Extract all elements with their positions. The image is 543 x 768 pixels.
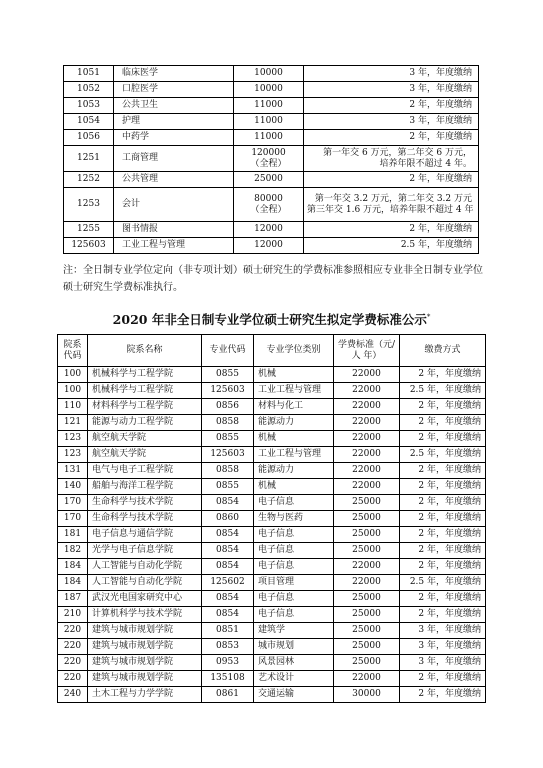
column-header: 院系代码 bbox=[58, 335, 88, 367]
table-row bbox=[64, 238, 479, 254]
table-row bbox=[64, 222, 479, 238]
table-row bbox=[64, 130, 479, 146]
table-row bbox=[58, 447, 486, 463]
dept-name: 电气与电子工程学院 bbox=[88, 463, 202, 479]
dept-code: 100 bbox=[58, 367, 88, 383]
tuition: 25000 bbox=[334, 543, 400, 559]
table-row bbox=[58, 687, 486, 703]
degree-name: 会计 bbox=[114, 188, 234, 222]
tuition: 22000 bbox=[334, 671, 400, 687]
major-code: 0855 bbox=[202, 479, 254, 495]
degree-name: 护理 bbox=[114, 114, 234, 130]
degree-category: 工业工程与管理 bbox=[254, 383, 334, 399]
payment-method-line: 2 年，年度缴纳 bbox=[409, 174, 472, 185]
major-code: 125603 bbox=[202, 447, 254, 463]
dept-code: 184 bbox=[58, 559, 88, 575]
tuition: 22000 bbox=[334, 399, 400, 415]
table-row bbox=[64, 66, 479, 82]
payment-method: 2.5 年，年度缴纳 bbox=[400, 575, 486, 591]
table-row bbox=[64, 114, 479, 130]
tuition: 25000 bbox=[334, 639, 400, 655]
degree-category: 建筑学 bbox=[254, 623, 334, 639]
degree-code: 1054 bbox=[64, 114, 114, 130]
column-header: 学费标准（元/人 年） bbox=[334, 335, 400, 367]
fee-amount-line: 10000 bbox=[254, 68, 283, 79]
degree-category: 机械 bbox=[254, 479, 334, 495]
dept-name: 船舶与海洋工程学院 bbox=[88, 479, 202, 495]
dept-name: 建筑与城市规划学院 bbox=[88, 623, 202, 639]
major-code: 0854 bbox=[202, 543, 254, 559]
payment-method: 2 年，年度缴纳 bbox=[400, 367, 486, 383]
table-row bbox=[58, 575, 486, 591]
dept-code: 187 bbox=[58, 591, 88, 607]
payment-method bbox=[304, 82, 479, 98]
table-row bbox=[58, 367, 486, 383]
degree-category: 电子信息 bbox=[254, 591, 334, 607]
fee-amount bbox=[234, 130, 304, 146]
degree-name: 中药学 bbox=[114, 130, 234, 146]
table-row bbox=[64, 172, 479, 188]
degree-category: 电子信息 bbox=[254, 559, 334, 575]
fee-amount-line: 10000 bbox=[254, 84, 283, 95]
column-header: 缴费方式 bbox=[400, 335, 486, 367]
payment-method-line: 2 年，年度缴纳 bbox=[409, 224, 472, 235]
major-code: 125602 bbox=[202, 575, 254, 591]
major-code: 0861 bbox=[202, 687, 254, 703]
tuition: 25000 bbox=[334, 511, 400, 527]
payment-method: 2 年，年度缴纳 bbox=[400, 415, 486, 431]
fee-amount-line: 80000 bbox=[254, 194, 283, 205]
tuition: 30000 bbox=[334, 687, 400, 703]
table-row bbox=[58, 479, 486, 495]
degree-category: 工业工程与管理 bbox=[254, 447, 334, 463]
dept-name: 武汉光电国家研究中心 bbox=[88, 591, 202, 607]
dept-name: 航空航天学院 bbox=[88, 447, 202, 463]
degree-code: 1051 bbox=[64, 66, 114, 82]
dept-name: 电子信息与通信学院 bbox=[88, 527, 202, 543]
major-code: 0858 bbox=[202, 463, 254, 479]
major-code: 135108 bbox=[202, 671, 254, 687]
payment-method bbox=[304, 114, 479, 130]
dept-code: 220 bbox=[58, 623, 88, 639]
tuition: 22000 bbox=[334, 479, 400, 495]
payment-method-line: 2 年，年度缴纳 bbox=[409, 132, 472, 143]
major-code: 0851 bbox=[202, 623, 254, 639]
dept-name: 建筑与城市规划学院 bbox=[88, 639, 202, 655]
payment-method: 2 年，年度缴纳 bbox=[400, 591, 486, 607]
tuition: 22000 bbox=[334, 559, 400, 575]
payment-method-line: 培养年限不超过 4 年。 bbox=[379, 158, 472, 169]
tuition: 25000 bbox=[334, 495, 400, 511]
payment-method bbox=[304, 222, 479, 238]
payment-method bbox=[304, 146, 479, 172]
major-code: 0860 bbox=[202, 511, 254, 527]
tuition: 22000 bbox=[334, 463, 400, 479]
table-row bbox=[58, 639, 486, 655]
degree-name: 公共卫生 bbox=[114, 98, 234, 114]
payment-method: 2 年，年度缴纳 bbox=[400, 559, 486, 575]
degree-code: 1252 bbox=[64, 172, 114, 188]
payment-method: 2.5 年，年度缴纳 bbox=[400, 447, 486, 463]
table-row bbox=[58, 527, 486, 543]
table-row bbox=[64, 188, 479, 222]
degree-code: 1052 bbox=[64, 82, 114, 98]
table-row bbox=[58, 623, 486, 639]
tuition: 22000 bbox=[334, 367, 400, 383]
dept-code: 123 bbox=[58, 431, 88, 447]
degree-name: 公共管理 bbox=[114, 172, 234, 188]
tuition: 25000 bbox=[334, 527, 400, 543]
degree-name: 工业工程与管理 bbox=[114, 238, 234, 254]
major-code: 0854 bbox=[202, 591, 254, 607]
page-title bbox=[0, 310, 543, 328]
fee-amount-line: 11000 bbox=[254, 132, 283, 143]
major-code: 0854 bbox=[202, 607, 254, 623]
dept-code: 131 bbox=[58, 463, 88, 479]
dept-name: 材料科学与工程学院 bbox=[88, 399, 202, 415]
fee-amount bbox=[234, 238, 304, 254]
payment-method-line: 3 年，年度缴纳 bbox=[409, 68, 472, 79]
degree-name: 临床医学 bbox=[114, 66, 234, 82]
major-code: 0856 bbox=[202, 399, 254, 415]
degree-category: 电子信息 bbox=[254, 527, 334, 543]
fee-amount-line: （全程） bbox=[250, 158, 287, 169]
dept-code: 220 bbox=[58, 655, 88, 671]
dept-name: 人工智能与自动化学院 bbox=[88, 559, 202, 575]
title-mark: * bbox=[426, 312, 431, 321]
payment-method bbox=[304, 98, 479, 114]
degree-category: 艺术设计 bbox=[254, 671, 334, 687]
fee-amount-line: 12000 bbox=[254, 224, 283, 235]
dept-code: 182 bbox=[58, 543, 88, 559]
dept-name: 生命科学与技术学院 bbox=[88, 511, 202, 527]
fee-amount bbox=[234, 188, 304, 222]
table-row bbox=[58, 543, 486, 559]
payment-method bbox=[304, 172, 479, 188]
payment-method bbox=[304, 188, 479, 222]
payment-method-line: 3 年，年度缴纳 bbox=[409, 84, 472, 95]
fee-amount bbox=[234, 66, 304, 82]
dept-name: 建筑与城市规划学院 bbox=[88, 655, 202, 671]
tuition: 22000 bbox=[334, 447, 400, 463]
degree-code: 1255 bbox=[64, 222, 114, 238]
table-row bbox=[58, 655, 486, 671]
major-code: 0853 bbox=[202, 639, 254, 655]
payment-method: 2 年，年度缴纳 bbox=[400, 399, 486, 415]
payment-method: 2 年，年度缴纳 bbox=[400, 431, 486, 447]
table-row bbox=[58, 399, 486, 415]
dept-code: 220 bbox=[58, 671, 88, 687]
table-row bbox=[58, 463, 486, 479]
dept-code: 123 bbox=[58, 447, 88, 463]
tuition: 22000 bbox=[334, 383, 400, 399]
tuition: 22000 bbox=[334, 431, 400, 447]
payment-method: 2 年，年度缴纳 bbox=[400, 479, 486, 495]
fee-amount bbox=[234, 172, 304, 188]
tuition: 25000 bbox=[334, 591, 400, 607]
degree-category: 材料与化工 bbox=[254, 399, 334, 415]
table-row bbox=[58, 415, 486, 431]
degree-category: 电子信息 bbox=[254, 543, 334, 559]
degree-name: 工商管理 bbox=[114, 146, 234, 172]
table-row bbox=[58, 495, 486, 511]
dept-name: 土木工程与力学学院 bbox=[88, 687, 202, 703]
table-row bbox=[58, 383, 486, 399]
fee-standard-table bbox=[57, 334, 486, 703]
dept-name: 光学与电子信息学院 bbox=[88, 543, 202, 559]
dept-name: 机械科学与工程学院 bbox=[88, 383, 202, 399]
table-row bbox=[64, 146, 479, 172]
major-code: 125603 bbox=[202, 383, 254, 399]
degree-category: 机械 bbox=[254, 367, 334, 383]
column-header: 院系名称 bbox=[88, 335, 202, 367]
payment-method-line: 第三年交 1.6 万元，培养年限不超过 4 年 bbox=[307, 204, 474, 215]
payment-method bbox=[304, 66, 479, 82]
tuition: 25000 bbox=[334, 623, 400, 639]
tuition: 22000 bbox=[334, 415, 400, 431]
degree-category: 电子信息 bbox=[254, 495, 334, 511]
major-code: 0953 bbox=[202, 655, 254, 671]
degree-category: 城市规划 bbox=[254, 639, 334, 655]
payment-method: 2 年，年度缴纳 bbox=[400, 671, 486, 687]
degree-code: 1253 bbox=[64, 188, 114, 222]
degree-name: 口腔医学 bbox=[114, 82, 234, 98]
dept-code: 184 bbox=[58, 575, 88, 591]
table-row bbox=[58, 559, 486, 575]
degree-code: 1251 bbox=[64, 146, 114, 172]
dept-name: 生命科学与技术学院 bbox=[88, 495, 202, 511]
fee-table-continued bbox=[63, 65, 479, 254]
dept-code: 110 bbox=[58, 399, 88, 415]
dept-code: 121 bbox=[58, 415, 88, 431]
dept-name: 人工智能与自动化学院 bbox=[88, 575, 202, 591]
fee-amount-line: 12000 bbox=[254, 240, 283, 251]
title-text: 2020 年非全日制专业学位硕士研究生拟定学费标准公示 bbox=[112, 312, 427, 327]
column-header: 专业代码 bbox=[202, 335, 254, 367]
dept-code: 100 bbox=[58, 383, 88, 399]
degree-category: 电子信息 bbox=[254, 607, 334, 623]
fee-amount-line: 11000 bbox=[254, 116, 283, 127]
payment-method-line: 2.5 年，年度缴纳 bbox=[400, 240, 472, 251]
payment-method: 3 年，年度缴纳 bbox=[400, 623, 486, 639]
table-header-row bbox=[58, 335, 486, 367]
fee-amount-line: 120000 bbox=[251, 148, 286, 159]
payment-method: 2.5 年，年度缴纳 bbox=[400, 383, 486, 399]
payment-method: 2 年，年度缴纳 bbox=[400, 607, 486, 623]
payment-method: 2 年，年度缴纳 bbox=[400, 527, 486, 543]
table-row bbox=[58, 671, 486, 687]
payment-method-line: 2 年，年度缴纳 bbox=[409, 100, 472, 111]
dept-code: 170 bbox=[58, 495, 88, 511]
tuition: 22000 bbox=[334, 575, 400, 591]
payment-method bbox=[304, 130, 479, 146]
fee-amount bbox=[234, 222, 304, 238]
payment-method: 3 年，年度缴纳 bbox=[400, 655, 486, 671]
payment-method-line: 第一年交 6 万元，第二年交 6 万元， bbox=[323, 148, 472, 159]
dept-name: 航空航天学院 bbox=[88, 431, 202, 447]
dept-code: 210 bbox=[58, 607, 88, 623]
degree-category: 机械 bbox=[254, 431, 334, 447]
degree-category: 能源动力 bbox=[254, 463, 334, 479]
major-code: 0854 bbox=[202, 527, 254, 543]
fee-amount-line: 11000 bbox=[254, 100, 283, 111]
table-row bbox=[64, 82, 479, 98]
table-row bbox=[58, 591, 486, 607]
major-code: 0854 bbox=[202, 495, 254, 511]
degree-name: 图书情报 bbox=[114, 222, 234, 238]
major-code: 0854 bbox=[202, 559, 254, 575]
degree-category: 项目管理 bbox=[254, 575, 334, 591]
dept-name: 建筑与城市规划学院 bbox=[88, 671, 202, 687]
major-code: 0855 bbox=[202, 431, 254, 447]
payment-method: 2 年，年度缴纳 bbox=[400, 543, 486, 559]
degree-code: 1056 bbox=[64, 130, 114, 146]
table-row bbox=[58, 511, 486, 527]
degree-category: 生物与医药 bbox=[254, 511, 334, 527]
payment-method bbox=[304, 238, 479, 254]
payment-method: 2 年，年度缴纳 bbox=[400, 511, 486, 527]
column-header: 专业学位类别 bbox=[254, 335, 334, 367]
tuition: 25000 bbox=[334, 607, 400, 623]
footnote: 注：全日制专业学位定向（非专项计划）硕士研究生的学费标准参照相应专业非全日制专业学位硕士研究生学费标准执行。 bbox=[63, 265, 483, 293]
major-code: 0858 bbox=[202, 415, 254, 431]
degree-category: 交通运输 bbox=[254, 687, 334, 703]
fee-amount bbox=[234, 82, 304, 98]
payment-method-line: 3 年，年度缴纳 bbox=[409, 116, 472, 127]
payment-method: 2 年，年度缴纳 bbox=[400, 495, 486, 511]
fee-amount-line: 25000 bbox=[254, 174, 283, 185]
payment-method: 2 年，年度缴纳 bbox=[400, 687, 486, 703]
dept-name: 机械科学与工程学院 bbox=[88, 367, 202, 383]
degree-category: 风景园林 bbox=[254, 655, 334, 671]
table-row bbox=[58, 431, 486, 447]
fee-amount bbox=[234, 114, 304, 130]
degree-code: 125603 bbox=[64, 238, 114, 254]
payment-method: 3 年，年度缴纳 bbox=[400, 639, 486, 655]
dept-code: 220 bbox=[58, 639, 88, 655]
major-code: 0855 bbox=[202, 367, 254, 383]
table-row bbox=[64, 98, 479, 114]
dept-code: 170 bbox=[58, 511, 88, 527]
fee-amount bbox=[234, 98, 304, 114]
dept-code: 240 bbox=[58, 687, 88, 703]
fee-amount bbox=[234, 146, 304, 172]
dept-code: 181 bbox=[58, 527, 88, 543]
table-row bbox=[58, 607, 486, 623]
dept-code: 140 bbox=[58, 479, 88, 495]
tuition: 25000 bbox=[334, 655, 400, 671]
degree-category: 能源动力 bbox=[254, 415, 334, 431]
fee-amount-line: （全程） bbox=[250, 204, 287, 215]
dept-name: 计算机科学与技术学院 bbox=[88, 607, 202, 623]
payment-method-line: 第一年交 3.2 万元，第二年交 3.2 万元 bbox=[314, 194, 472, 205]
dept-name: 能源与动力工程学院 bbox=[88, 415, 202, 431]
degree-code: 1053 bbox=[64, 98, 114, 114]
payment-method: 2 年，年度缴纳 bbox=[400, 463, 486, 479]
